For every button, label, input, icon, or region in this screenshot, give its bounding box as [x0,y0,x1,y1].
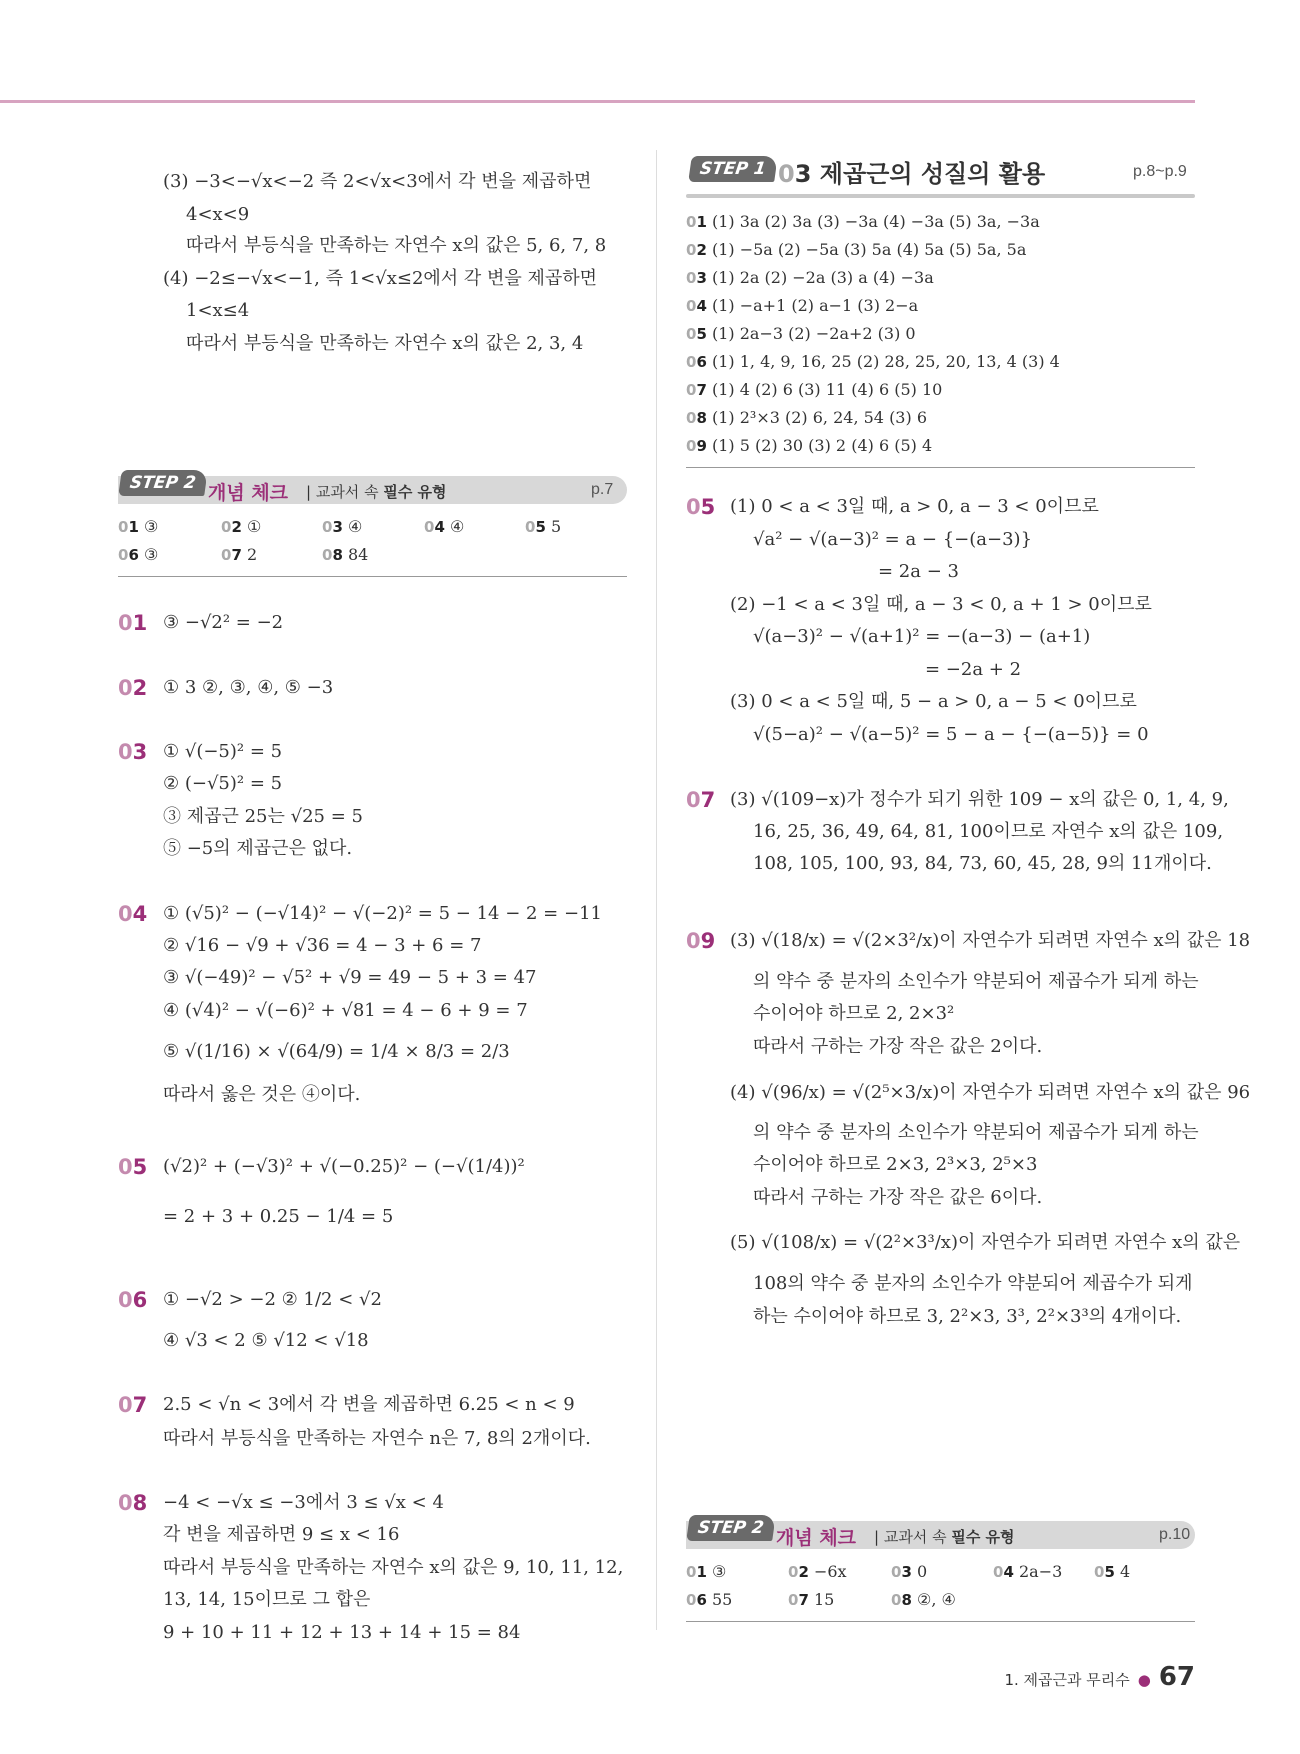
answer-item [788,1590,834,1609]
answer-number [686,241,707,259]
answer-number-lead: 0 [322,518,333,536]
separator: | [306,483,316,501]
question-number-lead: 0 [118,1288,133,1312]
solution-line: 의 약수 중 분자의 소인수가 약분되어 제곱수가 되게 하는 [753,1122,1199,1143]
answer-number [322,546,343,564]
answer-item [891,1562,927,1581]
question-number-digit: 4 [132,902,148,926]
subtitle-bold: 필수 유형 [951,1528,1015,1546]
subtitle-text: 교과서 속 [883,1528,947,1546]
answer-item [686,240,1026,259]
chapter-label: 1. 제곱근과 무리수 [1004,1671,1130,1689]
answer-value: (1) 4 (2) 6 (3) 11 (4) 6 (5) 10 [711,380,943,399]
answer-item [221,517,261,536]
answer-value: 2 [246,545,258,564]
answer-number [686,269,707,287]
question-number-lead: 0 [118,676,133,700]
answer-number-lead: 0 [993,1563,1004,1581]
answer-number-digit: 9 [696,437,707,455]
solution-line: = 2 + 3 + 0.25 − 1/4 = 5 [163,1206,394,1227]
answer-number-lead: 0 [686,409,697,427]
step2-subtitle [874,1526,1015,1547]
answer-number [686,297,707,315]
answer-number [686,213,707,231]
answer-number-lead: 0 [686,269,697,287]
question-number [686,788,715,812]
text-line: (4) −2≤−√x<−1, 즉 1<√x≤2에서 각 변을 제곱하면 [163,268,598,289]
answer-value: (1) 1, 4, 9, 16, 25 (2) 28, 25, 20, 13, 4 (3) 4 [711,352,1060,371]
section-title [778,154,1045,189]
answer-value: −6x [813,1562,847,1581]
answer-number-lead: 0 [686,213,697,231]
solution-line: 수이어야 하므로 2, 2×3² [753,1003,955,1024]
answer-number [686,437,707,455]
step1-badge: STEP 1 [688,156,777,182]
answer-value: ②, ④ [916,1590,956,1609]
solution-line: 수이어야 하므로 2×3, 2³×3, 2⁵×3 [753,1154,1038,1175]
solution-line: ① 3 ②, ③, ④, ⑤ −3 [163,677,334,698]
answer-number [221,546,242,564]
answer-number [686,325,707,343]
solution-line: 16, 25, 36, 49, 64, 81, 100이므로 자연수 x의 값은 109, [753,821,1224,842]
question-number [118,1155,147,1179]
answer-number-digit: 5 [1104,1563,1115,1581]
solution-line: (4) √(96/x) = √(2⁵×3/x)이 자연수가 되려면 자연수 x의 값은 96 [730,1082,1251,1103]
answer-item [891,1590,956,1609]
answer-number-digit: 3 [696,269,707,287]
answer-number-digit: 2 [798,1563,809,1581]
answer-item [686,212,1040,231]
answer-item [322,545,368,564]
answer-item [686,436,932,455]
solution-line: 108의 약수 중 분자의 소인수가 약분되어 제곱수가 되게 [753,1273,1193,1294]
question-number-lead: 0 [118,1393,133,1417]
question-number-lead: 0 [686,495,701,519]
answer-value: (1) 3a (2) 3a (3) −3a (4) −3a (5) 3a, −3a [711,212,1040,231]
solution-line: 13, 14, 15이므로 그 합은 [163,1589,371,1610]
answer-number-digit: 6 [696,1591,707,1609]
solution-line: ① (√5)² − (−√14)² − √(−2)² = 5 − 14 − 2 = −11 [163,903,602,924]
answer-value: (1) −a+1 (2) a−1 (3) 2−a [711,296,919,315]
answer-value: (1) 5 (2) 30 (3) 2 (4) 6 (5) 4 [711,436,933,455]
solution-line: 따라서 구하는 가장 작은 값은 2이다. [753,1036,1043,1057]
solution-line: 하는 수이어야 하므로 3, 2²×3, 3³, 2²×3³의 4개이다. [753,1306,1182,1327]
answer-item [686,1562,726,1581]
question-number-lead: 0 [118,611,133,635]
answer-item [118,517,158,536]
answer-number [221,518,242,536]
question-number-digit: 3 [132,740,148,764]
solution-line: ② (−√5)² = 5 [163,773,283,794]
answer-number-digit: 6 [128,546,139,564]
answer-number-lead: 0 [686,1563,697,1581]
step2-page-ref: p.10 [1159,1526,1191,1543]
answer-number [788,1563,809,1581]
answer-number [686,409,707,427]
question-number [118,611,147,635]
solution-line: 2.5 < √n < 3에서 각 변을 제곱하면 6.25 < n < 9 [163,1394,575,1415]
answer-number [686,353,707,371]
page-number: 67 [1158,1662,1195,1692]
answer-number [686,1563,707,1581]
answer-number-digit: 3 [901,1563,912,1581]
answer-item [686,1590,732,1609]
answer-number-digit: 2 [696,241,707,259]
answer-number-digit: 7 [231,546,242,564]
section-title-text: 제곱근의 성질의 활용 [819,160,1046,188]
answer-number-lead: 0 [686,353,697,371]
answer-item [686,268,934,287]
question-number-digit: 5 [700,495,716,519]
answer-value: ③ [711,1562,727,1581]
answer-number-lead: 0 [788,1563,799,1581]
column-divider [656,150,657,1630]
answer-number-lead: 0 [686,1591,697,1609]
answer-number-lead: 0 [525,518,536,536]
answer-number-digit: 8 [696,409,707,427]
solution-line: ⑤ −5의 제곱근은 없다. [163,838,353,859]
question-number-digit: 6 [132,1288,148,1312]
question-number-digit: 2 [132,676,148,700]
answer-number-lead: 0 [788,1591,799,1609]
question-number-digit: 7 [132,1393,148,1417]
subtitle-bold: 필수 유형 [383,483,447,501]
separator: | [874,1528,884,1546]
answer-item [686,324,916,343]
question-number [118,902,147,926]
question-number [686,495,715,519]
solution-line: (3) √(18/x) = √(2×3²/x)이 자연수가 되려면 자연수 x의 값은 18 [730,930,1251,951]
answer-value: 84 [347,545,369,564]
answer-item [686,296,918,315]
solution-line: ④ (√4)² − √(−6)² + √81 = 4 − 6 + 9 = 7 [163,1000,528,1021]
solution-line: (2) −1 < a < 3일 때, a − 3 < 0, a + 1 > 0이므로 [730,594,1152,615]
answer-value: 5 [550,517,562,536]
step2-subtitle [306,481,447,502]
step2-badge: STEP 2 [118,470,207,496]
answer-number [686,381,707,399]
question-number [686,929,715,953]
question-number [118,1288,147,1312]
answer-item [686,408,927,427]
answer-number-lead: 0 [891,1563,902,1581]
bullet-icon: ● [1137,1671,1151,1689]
answer-number-lead: 0 [424,518,435,536]
answer-value: 2a−3 [1018,1562,1063,1581]
answer-item [788,1562,847,1581]
solution-line: −4 < −√x ≤ −3에서 3 ≤ √x < 4 [163,1492,444,1513]
answer-number [118,546,139,564]
section-number: 3 [794,160,812,188]
solution-line: = 2a − 3 [878,561,959,582]
solution-line: 108, 105, 100, 93, 84, 73, 60, 45, 28, 9의 11개이다. [753,853,1212,874]
answer-number-digit: 5 [535,518,546,536]
answer-number [118,518,139,536]
question-number-lead: 0 [686,929,701,953]
answer-number-digit: 6 [696,353,707,371]
solution-line: 따라서 구하는 가장 작은 값은 6이다. [753,1187,1043,1208]
question-number-lead: 0 [118,902,133,926]
text-line: 1<x≤4 [186,300,250,321]
answer-item [525,517,561,536]
answer-number-lead: 0 [221,546,232,564]
question-number-digit: 7 [700,788,716,812]
answer-number-digit: 8 [901,1591,912,1609]
question-number [118,676,147,700]
section-rule [118,576,627,577]
answer-value: 4 [1119,1562,1131,1581]
section-number-lead: 0 [778,160,795,188]
answer-number [525,518,546,536]
question-number-lead: 0 [118,1491,133,1515]
solution-line: 각 변을 제곱하면 9 ≤ x < 16 [163,1524,400,1545]
answer-value: ③ [143,517,159,536]
answer-item [221,545,257,564]
question-number-lead: 0 [118,740,133,764]
answer-value: ③ [143,545,159,564]
answer-number-lead: 0 [1094,1563,1105,1581]
answer-number [891,1591,912,1609]
answer-item [424,517,464,536]
solution-line: 따라서 옳은 것은 ④이다. [163,1084,361,1105]
solution-line: √a² − √(a−3)² = a − {−(a−3)} [753,529,1033,550]
question-number-lead: 0 [118,1155,133,1179]
solution-line: ① √(−5)² = 5 [163,741,283,762]
answer-number-digit: 1 [696,1563,707,1581]
question-number [118,1491,147,1515]
solution-line: √(5−a)² − √(a−5)² = 5 − a − {−(a−5)} = 0 [753,724,1149,745]
solution-line: ③ −√2² = −2 [163,612,284,633]
answer-value: ④ [449,517,465,536]
solution-line: ⑤ √(1/16) × √(64/9) = 1/4 × 8/3 = 2/3 [163,1041,510,1062]
answer-value: (1) 2a−3 (2) −2a+2 (3) 0 [711,324,916,343]
answer-number-digit: 2 [231,518,242,536]
answer-number-digit: 3 [332,518,343,536]
section-rule [686,1621,1195,1622]
answer-value: (1) 2a (2) −2a (3) a (4) −3a [711,268,934,287]
answer-number-lead: 0 [221,518,232,536]
solution-line: (√2)² + (−√3)² + √(−0.25)² − (−√(1/4))² [163,1156,525,1177]
answer-number-lead: 0 [891,1591,902,1609]
answer-number [788,1591,809,1609]
answer-item [686,352,1060,371]
solution-line: (3) √(109−x)가 정수가 되기 위한 109 − x의 값은 0, 1, 4, 9, [730,789,1229,810]
answer-value: (1) −5a (2) −5a (3) 5a (4) 5a (5) 5a, 5a [711,240,1027,259]
answer-number-digit: 1 [128,518,139,536]
answer-number-lead: 0 [118,518,129,536]
answer-item [993,1562,1062,1581]
answer-value: 55 [711,1590,733,1609]
solution-line: ③ √(−49)² − √5² + √9 = 49 − 5 + 3 = 47 [163,967,537,988]
question-number-digit: 8 [132,1491,148,1515]
answer-value: ④ [347,517,363,536]
answer-number-lead: 0 [686,297,697,315]
answer-number-lead: 0 [686,241,697,259]
question-number-lead: 0 [686,788,701,812]
answer-number-lead: 0 [686,437,697,455]
answer-number-digit: 5 [696,325,707,343]
answer-number [891,1563,912,1581]
solution-line: 의 약수 중 분자의 소인수가 약분되어 제곱수가 되게 하는 [753,971,1199,992]
solution-line: ④ √3 < 2 ⑤ √12 < √18 [163,1330,369,1351]
question-number-digit: 9 [700,929,716,953]
text-line: 따라서 부등식을 만족하는 자연수 x의 값은 5, 6, 7, 8 [186,235,607,256]
solution-line: ① −√2 > −2 ② 1/2 < √2 [163,1289,382,1310]
answer-item [118,545,158,564]
answer-number-lead: 0 [322,546,333,564]
answer-value: ① [246,517,262,536]
answer-number-digit: 8 [332,546,343,564]
section-rule [686,467,1195,468]
answer-number-lead: 0 [686,381,697,399]
answer-number-digit: 4 [434,518,445,536]
question-number-digit: 5 [132,1155,148,1179]
answer-item [322,517,362,536]
answer-number [424,518,445,536]
step2-title: 개념 체크 [208,482,289,504]
answer-number-lead: 0 [118,546,129,564]
answer-value: 15 [813,1590,835,1609]
answer-number [993,1563,1014,1581]
section-underline [686,194,1195,198]
page-footer [1004,1662,1195,1692]
answer-number-digit: 7 [696,381,707,399]
answer-number [686,1591,707,1609]
section-page-ref: p.8~p.9 [1133,163,1187,180]
answer-number-digit: 4 [696,297,707,315]
solution-line: (3) 0 < a < 5일 때, 5 − a > 0, a − 5 < 0이므로 [730,691,1137,712]
answer-item [1094,1562,1130,1581]
question-number [118,740,147,764]
subtitle-text: 교과서 속 [315,483,379,501]
step2-badge: STEP 2 [686,1515,775,1541]
answer-item [686,380,942,399]
answer-number-lead: 0 [686,325,697,343]
top-divider [0,100,1195,103]
answer-number [1094,1563,1115,1581]
solution-line: 따라서 부등식을 만족하는 자연수 n은 7, 8의 2개이다. [163,1428,591,1449]
text-line: 4<x<9 [186,204,250,225]
solution-line: √(a−3)² − √(a+1)² = −(a−3) − (a+1) [753,626,1091,647]
answer-number-digit: 1 [696,213,707,231]
answer-number-digit: 7 [798,1591,809,1609]
text-line: 따라서 부등식을 만족하는 자연수 x의 값은 2, 3, 4 [186,333,584,354]
solution-line: (1) 0 < a < 3일 때, a > 0, a − 3 < 0이므로 [730,496,1099,517]
question-number [118,1393,147,1417]
solution-line: ③ 제곱근 25는 √25 = 5 [163,806,363,827]
solution-line: ② √16 − √9 + √36 = 4 − 3 + 6 = 7 [163,935,482,956]
answer-number [322,518,343,536]
solution-line: = −2a + 2 [925,659,1022,680]
answer-value: (1) 2³×3 (2) 6, 24, 54 (3) 6 [711,408,927,427]
step2-title: 개념 체크 [776,1527,857,1549]
step2-page-ref: p.7 [591,481,614,498]
question-number-digit: 1 [132,611,148,635]
text-line: (3) −3<−√x<−2 즉 2<√x<3에서 각 변을 제곱하면 [163,171,592,192]
solution-line: 9 + 10 + 11 + 12 + 13 + 14 + 15 = 84 [163,1622,521,1643]
solution-line: 따라서 부등식을 만족하는 자연수 x의 값은 9, 10, 11, 12, [163,1557,624,1578]
answer-value: 0 [916,1562,928,1581]
answer-number-digit: 4 [1003,1563,1014,1581]
solution-line: (5) √(108/x) = √(2²×3³/x)이 자연수가 되려면 자연수 x의 값은 [730,1232,1241,1253]
